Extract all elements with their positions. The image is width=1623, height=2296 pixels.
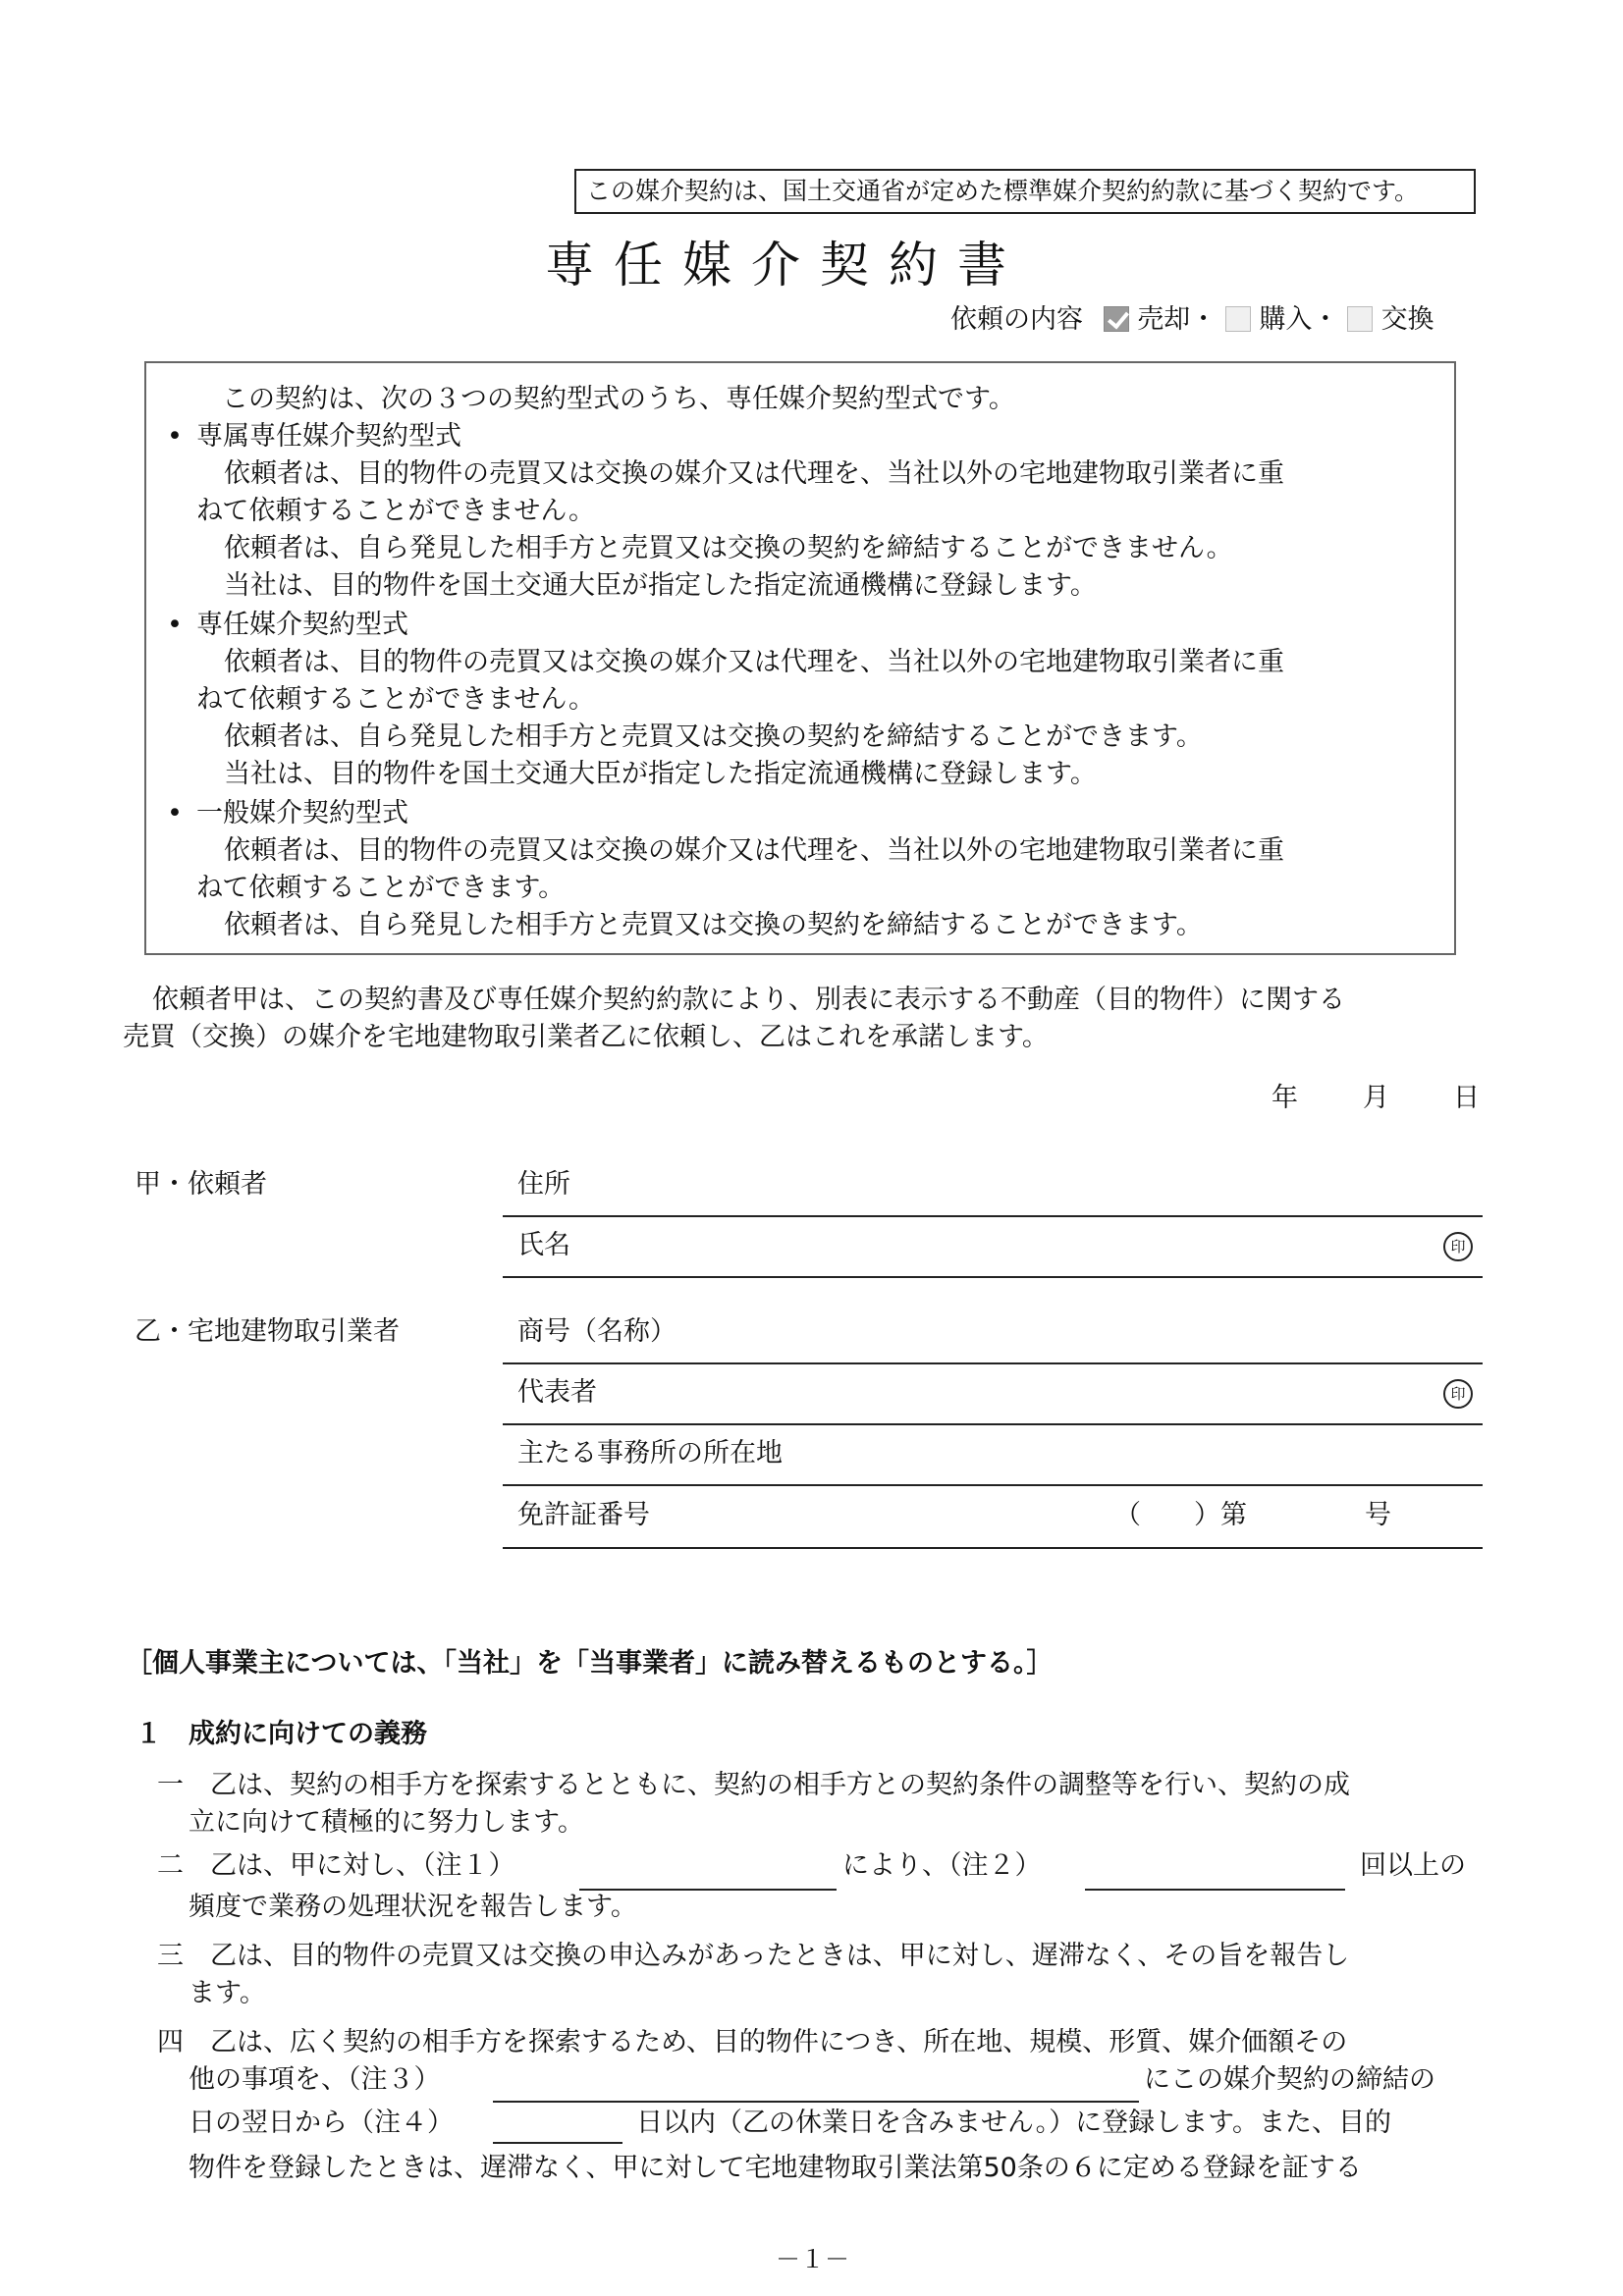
- type-text-line: ねて依頼することができません。: [196, 684, 595, 715]
- registration-days-field[interactable]: [493, 2142, 622, 2144]
- item-4-line-2-part-2: にこの媒介契約の締結の: [1144, 2064, 1435, 2095]
- preamble-line-2: 売買（交換）の媒介を宅地建物取引業者乙に依頼し、乙はこれを承諾します。: [123, 1022, 1049, 1052]
- item-3-line-1: 三 乙は、目的物件の売買又は交換の申込みがあったときは、甲に対し、遅滞なく、その旨を報告し: [157, 1941, 1350, 1971]
- party-a-address-label: 住所: [517, 1169, 570, 1200]
- item-2-line-2: 頻度で業務の処理状況を報告します。: [189, 1892, 637, 1922]
- item-2-line-1-part-3: 回以上の: [1360, 1850, 1466, 1881]
- date-day: 日: [1453, 1083, 1480, 1113]
- sole-proprietor-note: ［個人事業主については、「当社」を「当事業者」に読み替えるものとする。］: [126, 1648, 1054, 1679]
- item-4-line-3-part-2: 日以内（乙の休業日を含みません。）に登録します。また、目的: [636, 2108, 1391, 2138]
- contract-types-intro: この契約は、次の３つの契約型式のうち、専任媒介契約型式です。: [222, 384, 1015, 414]
- party-a-address-field[interactable]: [503, 1215, 1483, 1217]
- type-text-line: 当社は、目的物件を国土交通大臣が指定した指定流通機構に登録します。: [224, 759, 1097, 789]
- page-number: －１－: [776, 2245, 850, 2273]
- type-text-line: 依頼者は、自ら発見した相手方と売買又は交換の契約を締結することができます。: [224, 910, 1203, 940]
- type-text-line: 依頼者は、目的物件の売買又は交換の媒介又は代理を、当社以外の宅地建物取引業者に重: [224, 458, 1284, 489]
- checkbox-exchange[interactable]: [1347, 306, 1373, 332]
- type-exclusive-name: • 専任媒介契約型式: [196, 607, 408, 644]
- party-b-license-label: 免許証番号: [517, 1500, 650, 1530]
- party-a-seal: 印: [1443, 1232, 1473, 1261]
- type-text-line: 依頼者は、目的物件の売買又は交換の媒介又は代理を、当社以外の宅地建物取引業者に重: [224, 835, 1284, 866]
- type-text-line: ねて依頼することができます。: [196, 873, 566, 903]
- section-1-heading: １ 成約に向けての義務: [135, 1719, 427, 1749]
- preamble-line-1: 依頼者甲は、この契約書及び専任媒介契約約款により、別表に表示する不動産（目的物件）に関する: [152, 985, 1345, 1015]
- party-b-representative-field[interactable]: [503, 1423, 1483, 1425]
- party-b-trade-name-label: 商号（名称）: [517, 1316, 676, 1347]
- item-2-line-1-part-1: 二 乙は、甲に対し、（注１）: [157, 1850, 515, 1881]
- party-a-name-label: 氏名: [517, 1230, 570, 1260]
- item-2-line-1-part-2: により、（注２）: [842, 1850, 1042, 1881]
- date-month: 月: [1363, 1083, 1389, 1113]
- party-b-representative-label: 代表者: [517, 1377, 597, 1408]
- checkbox-sale[interactable]: [1104, 306, 1129, 332]
- type-text-line: ねて依頼することができません。: [196, 496, 595, 526]
- type-text-line: 当社は、目的物件を国土交通大臣が指定した指定流通機構に登録します。: [224, 570, 1097, 601]
- type-text-line: 依頼者は、自ら発見した相手方と売買又は交換の契約を締結することができます。: [224, 721, 1203, 752]
- party-b-office-field[interactable]: [503, 1484, 1483, 1486]
- item-4-line-2-part-1: 他の事項を、（注３）: [189, 2064, 441, 2095]
- request-type-row: [950, 300, 1434, 340]
- option-exchange-label: 交換: [1380, 304, 1434, 335]
- party-b-license-field[interactable]: [503, 1547, 1483, 1549]
- type-text-line: 依頼者は、目的物件の売買又は交換の媒介又は代理を、当社以外の宅地建物取引業者に重: [224, 647, 1284, 677]
- type-general-name: • 一般媒介契約型式: [196, 795, 408, 832]
- checkbox-purchase[interactable]: [1225, 306, 1251, 332]
- item-1-line-1: 一 乙は、契約の相手方を探索するとともに、契約の相手方との契約条件の調整等を行い、契約の成: [157, 1770, 1350, 1800]
- option-purchase-label: 購入・: [1259, 304, 1339, 335]
- standard-contract-notice: この媒介契約は、国土交通省が定めた標準媒介契約約款に基づく契約です。: [574, 169, 1476, 214]
- license-number-suffix: 号: [1365, 1500, 1391, 1530]
- item-4-line-4: 物件を登録したときは、遅滞なく、甲に対して宅地建物取引業法第50条の６に定める登録を証する: [189, 2153, 1362, 2183]
- license-paren-text: （ ）第: [1114, 1500, 1247, 1530]
- option-sale-label: 売却・: [1137, 304, 1217, 335]
- type-text-line: 依頼者は、自ら発見した相手方と売買又は交換の契約を締結することができません。: [224, 533, 1233, 563]
- item-3-line-2: ます。: [189, 1978, 266, 2008]
- party-b-trade-name-field[interactable]: [503, 1362, 1483, 1364]
- party-b-label: 乙・宅地建物取引業者: [135, 1316, 400, 1347]
- report-frequency-field[interactable]: [1085, 1889, 1345, 1891]
- item-4-line-3-part-1: 日の翌日から（注４）: [189, 2108, 454, 2138]
- item-4-line-1: 四 乙は、広く契約の相手方を探索するため、目的物件につき、所在地、規模、形質、媒介価額その: [157, 2027, 1348, 2057]
- party-b-seal: 印: [1443, 1379, 1473, 1409]
- party-b-office-label: 主たる事務所の所在地: [517, 1438, 783, 1468]
- date-year: 年: [1271, 1083, 1298, 1113]
- party-a-name-field[interactable]: [503, 1276, 1483, 1278]
- party-a-label: 甲・依頼者: [135, 1169, 267, 1200]
- document-title: 専任媒介契約書: [545, 237, 1026, 294]
- item-1-line-2: 立に向けて積極的に努力します。: [189, 1807, 584, 1838]
- request-type-label: 依頼の内容: [950, 304, 1083, 335]
- type-exclusive-dedicated-name: • 専属専任媒介契約型式: [196, 418, 461, 455]
- designated-organization-field[interactable]: [493, 2101, 1139, 2103]
